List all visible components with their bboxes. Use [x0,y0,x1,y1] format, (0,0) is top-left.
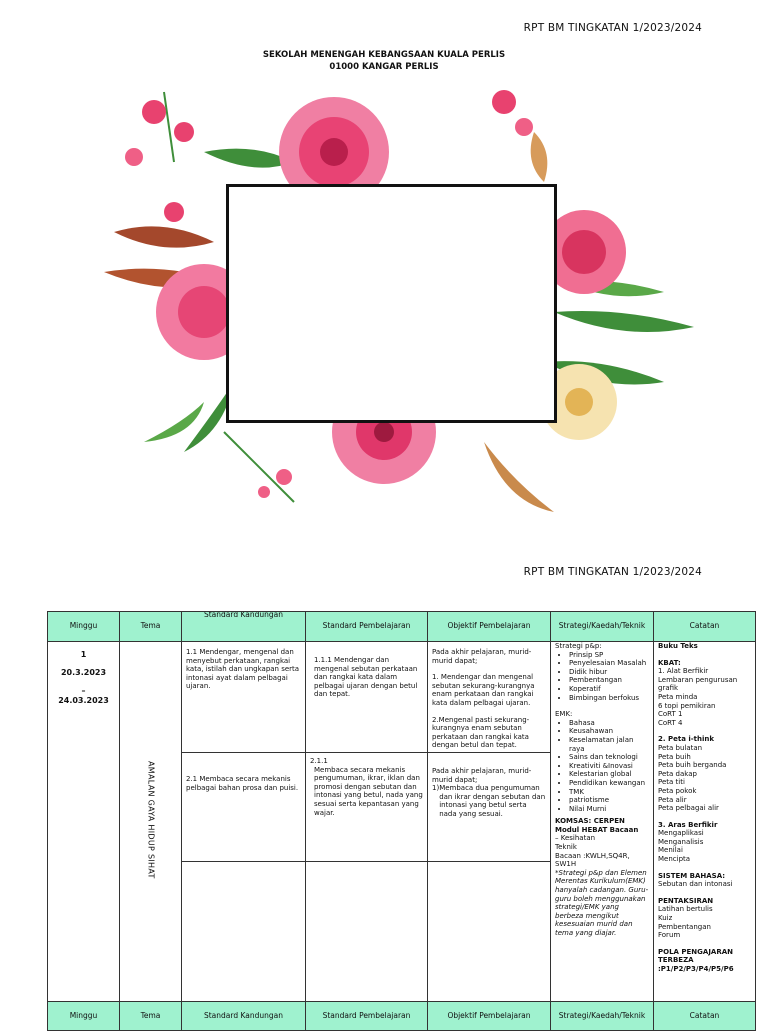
col-tema: Tema [120,612,182,642]
table-row [48,642,756,753]
school-name: SEKOLAH MENENGAH KEBANGSAAN KUALA PERLIS [262,50,506,60]
empty-cell [182,861,306,1001]
sp-row1: 1.1.1 Mendengar dan mengenal sebutan perkataan dan rangkai kata dalam pelbagai ujaran dengan betul dan tepat. [306,642,428,753]
foot-standard-pembelajaran: Standard Pembelajaran [306,1001,428,1030]
col-catatan: Catatan [654,612,756,642]
foot-catatan: Catatan [654,1001,756,1030]
empty-cell [306,861,428,1001]
foot-strategi: Strategi/Kaedah/Teknik [551,1001,654,1030]
col-minggu: Minggu [48,612,120,642]
foot-minggu: Minggu [48,1001,120,1030]
col-standard-kandungan: Standard Kandungan [182,612,306,642]
strategi-list: • Prinsip SP • Penyelesaian Masalah • Didik hibur • Pembentangan • Koperatif • Bimbingan berfokus [555,651,649,703]
tema-cell: AMALAN GAYA HIDUP SIHAT [120,642,182,1002]
foot-tema: Tema [120,1001,182,1030]
rpt-title-page2: RPT BM TINGKATAN 1/2023/2024 [523,566,702,578]
rpt-title-top: RPT BM TINGKATAN 1/2023/2024 [523,22,702,34]
sp-row2: 2.1.1 Membaca secara mekanis pengumuman, ikrar, iklan dan promosi dengan sebutan dan intonasi yang betul, nada yang sesuai serta kepantasan yang wajar. [306,752,428,861]
cover-frame-box [226,184,557,423]
sk-row1: 1.1 Mendengar, mengenal dan menyebut perkataan, rangkai kata, istilah dan ungkapan serta intonasi ayat dalam pelbagai ujaran. [182,642,306,753]
col-strategi: Strategi/Kaedah/Teknik [551,612,654,642]
col-standard-pembelajaran: Standard Pembelajaran [306,612,428,642]
foot-standard-kandungan: Standard Kandungan [182,1001,306,1030]
rpt-table [47,611,756,1031]
school-address: 01000 KANGAR PERLIS [329,62,439,72]
foot-objektif-pembelajaran: Objektif Pembelajaran [428,1001,551,1030]
sk-row2: 2.1 Membaca secara mekanis pelbagai bahan prosa dan puisi. [182,752,306,861]
empty-cell [428,861,551,1001]
op-row2: Pada akhir pelajaran, murid-murid dapat; 1) Membaca dua pengumuman dan ikrar dengan sebutan dan intonasi yang betul serta nada yang sesuai. [428,752,551,861]
table-footer-row [48,1001,756,1030]
week-cell: 1 20.3.2023 – 24.03.2023 [48,642,120,1002]
strategi-cell: Strategi p&p: • Prinsip SP • Penyelesaian Masalah • Didik hibur • Pembentangan • Koperatif • Bimbingan berfokus EMK: • Bahasa • Keusahawan • Keselamatan jalan raya • Sains dan teknologi • Kreativiti &Inovasi • Kelestarian global • Pendidikan kewangan • TMK • patriotisme • Nilai Murni KOMSAS: CERPEN Modul HEBAT Bacaan – Kesihatan Teknik Bacaan :KWLH,SQ4R, SW1H *Strategi p&p dan Elemen Merentas Kurikulum(EMK) hanyalah cadangan. Guru-guru boleh menggunakan strategi/EMK yang berbeza mengikut kesesuaian murid dan tema yang diajar. [551,642,654,1002]
emk-list: • Bahasa • Keusahawan • Keselamatan jalan raya • Sains dan teknologi • Kreativiti &Inovasi • Kelestarian global • Pendidikan kewangan • TMK • patriotisme • Nilai Murni [555,719,649,814]
table-header-row [48,612,756,642]
col-objektif-pembelajaran: Objektif Pembelajaran [428,612,551,642]
op-row1: Pada akhir pelajaran, murid-murid dapat; 1. Mendengar dan mengenal sebutan sekurang-kurangnya enam perkataan dan rangkai kata dalam pelbagai ujaran. 2.Mengenal pasti sekurang-kurangnya enam sebutan perkataan dan rangkai kata dengan betul dan tepat. [428,642,551,753]
catatan-cell: Buku Teks KBAT: 1. Alat Berfikir Lembaran pengurusan grafik Peta minda 6 topi pemikiran CoRT 1 CoRT 4 2. Peta i-think Peta bulatan Peta buih Peta buih berganda Peta dakap Peta titi Peta pokok Peta alir Peta pelbagai alir 3. Aras Berfikir Mengaplikasi Menganalisis Menilai Mencipta SISTEM BAHASA: Sebutan dan intonasi PENTAKSIRAN Latihan bertulis Kuiz Pembentangan Forum POLA PENGAJARAN TERBEZA :P1/P2/P3/P4/P5/P6 [654,642,756,1002]
